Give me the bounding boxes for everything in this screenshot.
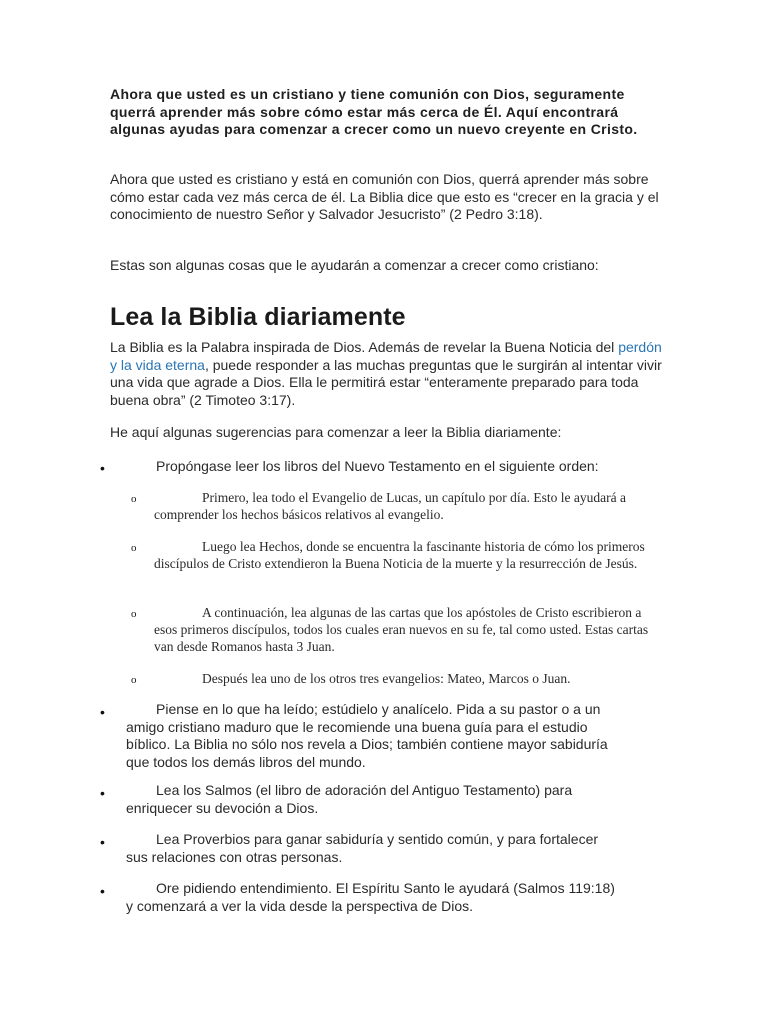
sub-bullet-marker: o [131, 608, 137, 620]
intro-lead-in: Estas son algunas cosas que le ayudarán a comenzar a crecer como cristiano: [110, 257, 599, 273]
sub-bullet-marker: o [131, 674, 137, 686]
list-item [126, 701, 622, 771]
intro-bold-paragraph: Ahora que usted es un cristiano y tiene comunión con Dios, seguramente querrá aprender más sobre cómo estar más cerca de Él. Aquí encontrará algunas ayudas para comenzar a crecer como un nuevo creyente en Cristo. [110, 86, 638, 137]
sub-list-item [154, 604, 654, 655]
bullet-marker: • [100, 460, 105, 476]
sub-list-item-text: A continuación, lea algunas de las cartas que los apóstoles de Cristo escribieron a esos primeros discípulos, todos los cuales eran nuevos en su fe, tal como usted. Estas cartas van desde Romanos hasta 3 Juan. [154, 605, 649, 654]
list-item-text: Propóngase leer los libros del Nuevo Testamento en el siguiente orden: [156, 458, 599, 474]
list-item-text: Ore pidiendo entendimiento. El Espíritu Santo le ayudará (Salmos 119:18) y comenzará a ver la vida desde la perspectiva de Dios. [126, 880, 615, 914]
bullet-marker: • [100, 883, 105, 899]
sub-bullet-marker: o [131, 542, 137, 554]
sub-list-item-text: Primero, lea todo el Evangelio de Lucas, un capítulo por día. Esto le ayudará a comprender los hechos básicos relativos al evangelio. [154, 490, 626, 522]
section-paragraph [110, 339, 670, 409]
section-paragraph-start: La Biblia es la Palabra inspirada de Dios. Además de revelar la Buena Noticia del [110, 339, 619, 355]
forgiveness-link[interactable]: perdón y la vida eterna [110, 339, 662, 373]
suggestions-intro: He aquí algunas sugerencias para comenzar a leer la Biblia diariamente: [110, 424, 562, 440]
list-item-text: Lea Proverbios para ganar sabiduría y sentido común, y para fortalecer sus relaciones con otras personas. [126, 831, 599, 865]
sub-bullet-marker: o [131, 493, 137, 505]
bullet-marker: • [100, 834, 105, 850]
sub-list-item-text: Luego lea Hechos, donde se encuentra la fascinante historia de cómo los primeros discípulos de Cristo extendieron la Buena Noticia de la muerte y la resurrección de Jesús. [154, 539, 645, 571]
list-item [126, 880, 622, 915]
sub-list-item-text: Después lea uno de los otros tres evangelios: Mateo, Marcos o Juan. [202, 671, 571, 686]
list-item [126, 782, 622, 817]
section-paragraph-end: , puede responder a las muchas preguntas que le surgirán al intentar vivir una vida que agrade a Dios. Ella le permitirá estar “enteramente preparado para toda buena obra” (2 Timoteo 3:17). [110, 356, 662, 408]
intro-paragraph: Ahora que usted es cristiano y está en comunión con Dios, querrá aprender más sobre cómo estar cada vez más cerca de él. La Biblia dice que esto es “crecer en la gracia y el conocimiento de nuestro Señor y Salvador Jesucristo” (2 Pedro 3:18). [110, 171, 659, 222]
sub-list-item [154, 670, 654, 687]
bullet-marker: • [100, 704, 105, 720]
list-item-text: Lea los Salmos (el libro de adoración del Antiguo Testamento) para enriquecer su devoción a Dios. [126, 782, 573, 816]
list-item [126, 458, 622, 476]
sub-list-item [154, 538, 654, 572]
bullet-marker: • [100, 785, 105, 801]
sub-list-item [154, 489, 654, 523]
list-item-text: Piense en lo que ha leído; estúdielo y analícelo. Pida a su pastor o a un amigo cristiano maduro que le recomiende una buena guía para el estudio bíblico. La Biblia no sólo nos revela a Dios; también contiene mayor sabiduría que todos los demás libros del mundo. [126, 701, 608, 770]
list-item [126, 831, 622, 866]
section-heading: Lea la Biblia diariamente [110, 303, 406, 331]
